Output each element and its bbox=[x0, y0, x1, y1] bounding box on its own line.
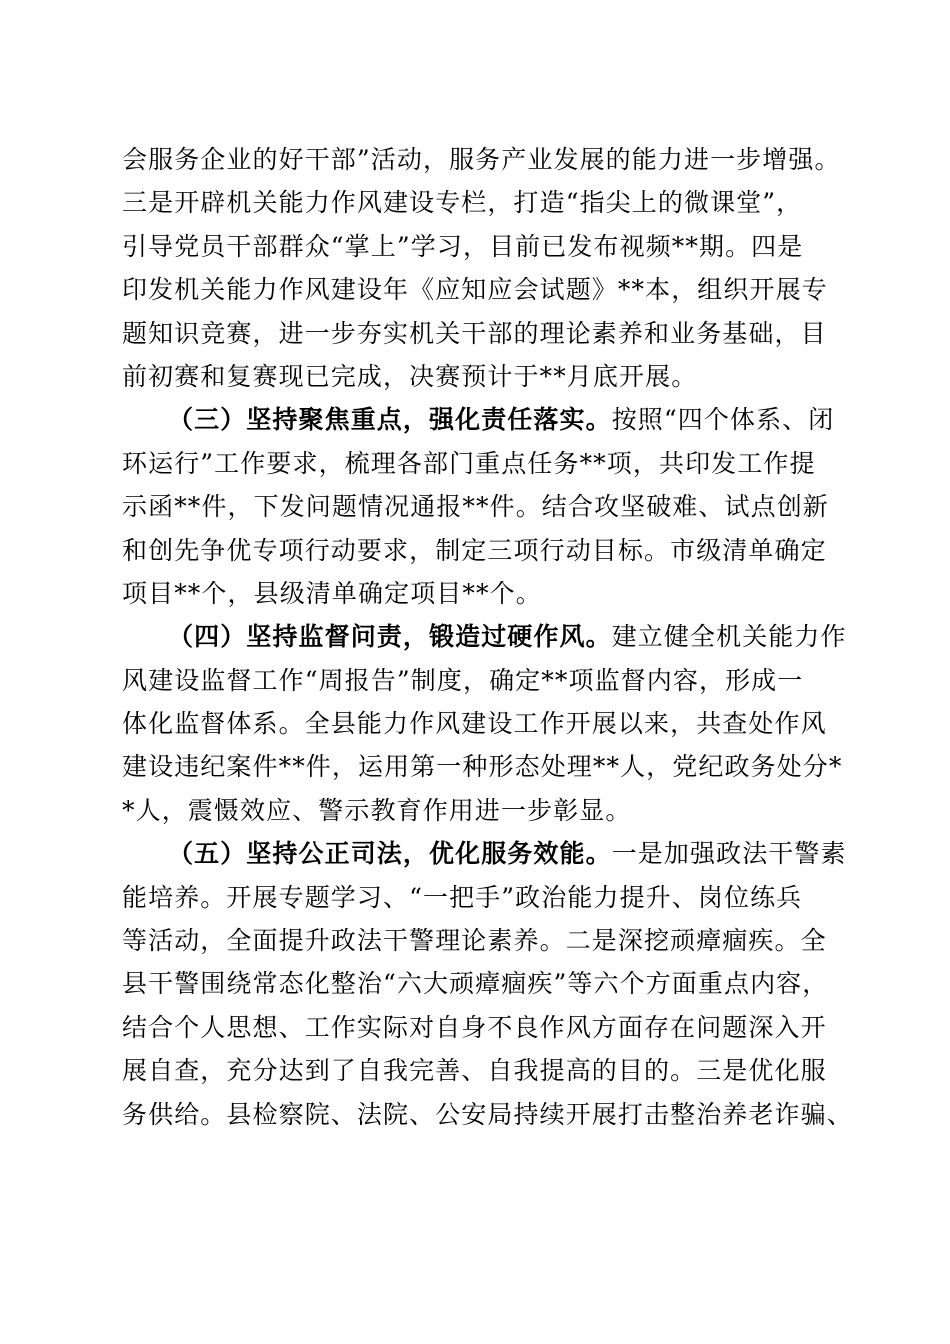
document-body bbox=[122, 138, 853, 1136]
text-line bbox=[122, 268, 842, 311]
line-text: 和创先争优专项行动要求，制定三项行动目标。市级清单确定 bbox=[122, 535, 827, 565]
line-text: 结合个人思想、工作实际对自身不良作风方面存在问题深入开 bbox=[122, 1012, 827, 1042]
text-line bbox=[122, 702, 842, 745]
section-heading-line bbox=[122, 615, 847, 658]
line-text: 前初赛和复赛现已完成，决赛预计于**月底开展。 bbox=[122, 361, 698, 391]
line-text: 建立健全机关能力作 bbox=[611, 622, 847, 652]
text-line bbox=[122, 962, 842, 1005]
line-text: 环运行”工作要求，梳理各部门重点任务**项，共印发工作提 bbox=[122, 448, 816, 478]
line-text: 风建设监督工作“周报告”制度，确定**项监督内容，形成一 bbox=[122, 665, 804, 695]
text-line bbox=[122, 1093, 853, 1136]
line-text: 务供给。县检察院、法院、公安局持续开展打击整治养老诈骗、 bbox=[122, 1099, 853, 1129]
line-text: 会服务企业的好干部”活动，服务产业发展的能力进一步增强。 bbox=[122, 145, 841, 174]
text-line bbox=[122, 485, 842, 528]
section-heading: （三）坚持聚焦重点，强化责任落实。 bbox=[168, 405, 612, 435]
text-line bbox=[122, 355, 842, 398]
section-heading-line bbox=[122, 832, 847, 875]
text-line bbox=[122, 225, 842, 268]
line-text: 展自查，充分达到了自我完善、自我提高的目的。三是优化服 bbox=[122, 1056, 827, 1086]
text-line bbox=[122, 745, 842, 788]
line-text: 县干警围绕常态化整治“六大顽瘴痼疾”等六个方面重点内容， bbox=[122, 969, 829, 999]
text-line bbox=[122, 919, 842, 962]
text-line bbox=[122, 659, 842, 702]
text-line bbox=[122, 1006, 842, 1049]
text-line bbox=[122, 138, 842, 181]
section-heading: （四）坚持监督问责，锻造过硬作风。 bbox=[168, 622, 612, 652]
line-text: 项目**个，县级清单确定项目**个。 bbox=[122, 578, 542, 608]
text-line bbox=[122, 572, 842, 615]
text-line bbox=[122, 442, 842, 485]
line-text: 示函**件，下发问题情况通报**件。结合攻坚破难、试点创新 bbox=[122, 492, 829, 522]
text-line bbox=[122, 789, 842, 832]
line-text: 引导党员干部群众“掌上”学习，目前已发布视频**期。四是 bbox=[122, 231, 804, 261]
text-line bbox=[122, 312, 842, 355]
line-text: 等活动，全面提升政法干警理论素养。二是深挖顽瘴痼疾。全 bbox=[122, 926, 827, 956]
line-text: 印发机关能力作风建设年《应知应会试题》**本，组织开展专 bbox=[122, 275, 828, 305]
section-heading-line bbox=[122, 398, 842, 441]
text-line bbox=[122, 876, 842, 919]
line-text: 三是开辟机关能力作风建设专栏，打造“指尖上的微课堂”， bbox=[122, 188, 803, 218]
line-text: *人，震慑效应、警示教育作用进一步彰显。 bbox=[122, 795, 632, 825]
line-text: 建设违纪案件**件，运用第一种形态处理**人，党纪政务处分* bbox=[122, 752, 843, 782]
line-text: 一是加强政法干警素 bbox=[611, 839, 847, 869]
line-text: 能培养。开展专题学习、“一把手”政治能力提升、岗位练兵 bbox=[122, 882, 803, 912]
text-line bbox=[122, 529, 842, 572]
section-heading: （五）坚持公正司法，优化服务效能。 bbox=[168, 839, 612, 869]
text-line bbox=[122, 1049, 842, 1092]
line-text: 题知识竞赛，进一步夯实机关干部的理论素养和业务基础，目 bbox=[122, 318, 827, 348]
text-line bbox=[122, 181, 842, 224]
line-text: 体化监督体系。全县能力作风建设工作开展以来，共查处作风 bbox=[122, 709, 827, 739]
line-text: 按照“四个体系、闭 bbox=[611, 405, 835, 435]
